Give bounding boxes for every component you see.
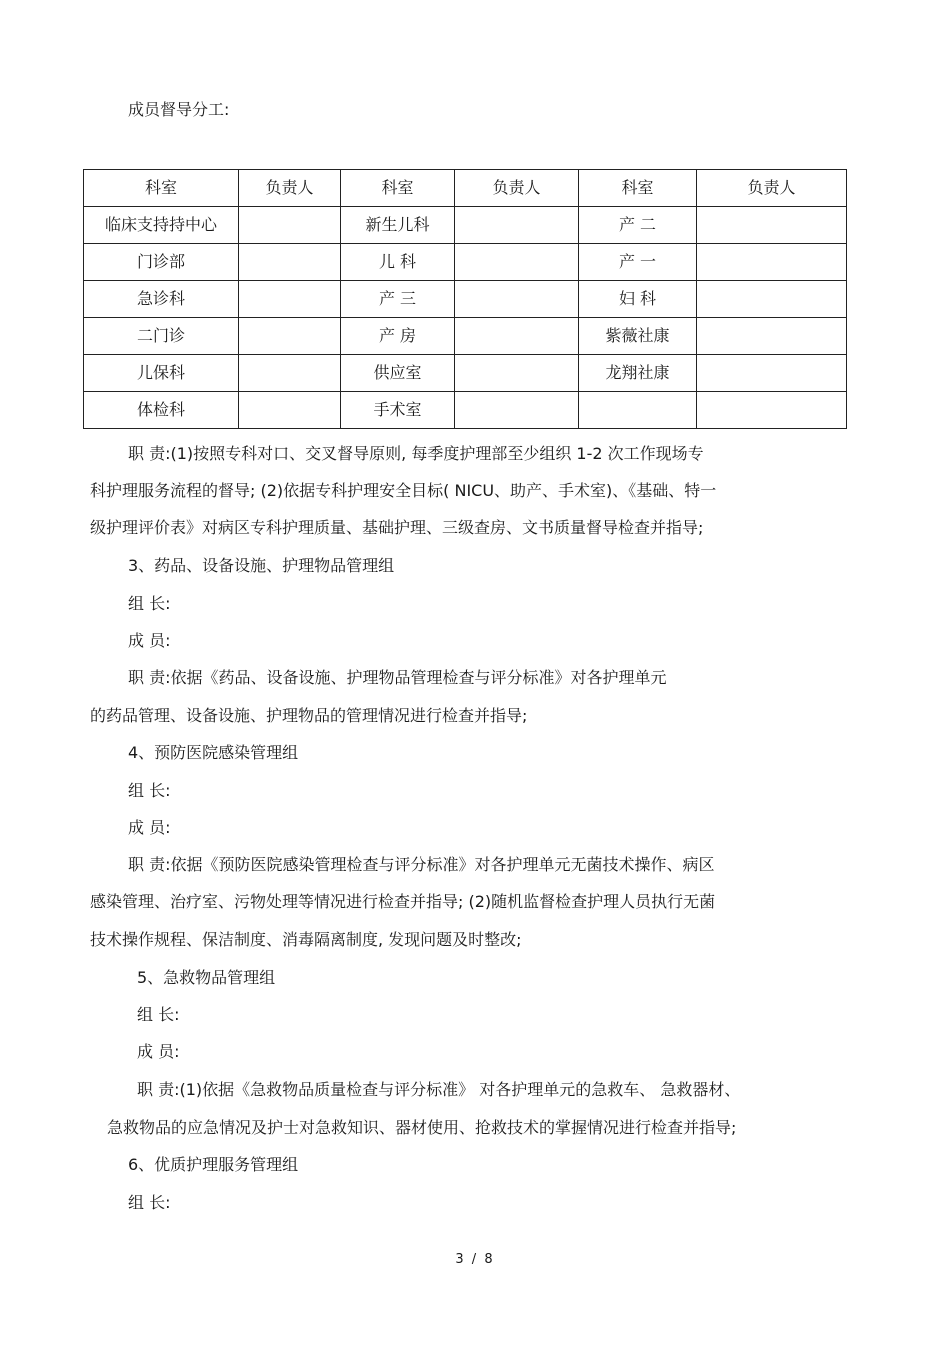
table-row (84, 244, 847, 281)
table-cell: 二门诊 (84, 318, 239, 355)
table-cell: 产 三 (341, 281, 455, 318)
table-cell: 龙翔社康 (579, 355, 697, 392)
members-label: 成 员: (137, 1042, 180, 1061)
section-title: 4、预防医院感染管理组 (128, 743, 299, 762)
supervision-table (83, 169, 847, 429)
table-cell (455, 281, 579, 318)
duty-paragraph-line: 级护理评价表》对病区专科护理质量、基础护理、三级查房、文书质量督导检查并指导; (90, 518, 704, 537)
table-cell: 急诊科 (84, 281, 239, 318)
table-cell (239, 244, 341, 281)
leader-label: 组 长: (128, 594, 171, 613)
table-row (84, 392, 847, 429)
section-heading: 成员督导分工: (128, 100, 230, 119)
table-cell: 产 一 (579, 244, 697, 281)
header-cell: 负责人 (239, 170, 341, 207)
leader-label: 组 长: (128, 1193, 171, 1212)
table-row (84, 207, 847, 244)
table-cell (455, 244, 579, 281)
table-cell: 妇 科 (579, 281, 697, 318)
duty-paragraph-line: 职 责:(1)按照专科对口、交叉督导原则, 每季度护理部至少组织 1-2 次工作现场专 (128, 444, 704, 463)
table-cell (697, 318, 847, 355)
members-label: 成 员: (128, 818, 171, 837)
section-title: 3、药品、设备设施、护理物品管理组 (128, 556, 395, 575)
table-cell: 临床支持持中心 (84, 207, 239, 244)
table-cell (697, 281, 847, 318)
duty-paragraph-line: 感染管理、治疗室、污物处理等情况进行检查并指导; (2)随机监督检查护理人员执行无菌 (90, 892, 716, 911)
table-cell: 新生儿科 (341, 207, 455, 244)
leader-label: 组 长: (128, 781, 171, 800)
duty-paragraph-line: 科护理服务流程的督导; (2)依据专科护理安全目标( NICU、助产、手术室)、《基础、特一 (90, 481, 717, 500)
leader-label: 组 长: (137, 1005, 180, 1024)
table-cell (697, 207, 847, 244)
section-title: 5、急救物品管理组 (137, 968, 276, 987)
duty-paragraph-line: 职 责:依据《预防医院感染管理检查与评分标准》对各护理单元无菌技术操作、病区 (128, 855, 715, 874)
duty-paragraph-line: 急救物品的应急情况及护士对急救知识、器材使用、抢救技术的掌握情况进行检查并指导; (107, 1118, 737, 1137)
duty-paragraph-line: 职 责:依据《药品、设备设施、护理物品管理检查与评分标准》对各护理单元 (128, 668, 667, 687)
header-cell: 科室 (341, 170, 455, 207)
table-cell (239, 318, 341, 355)
table-cell: 门诊部 (84, 244, 239, 281)
table-cell (239, 355, 341, 392)
table-cell: 体检科 (84, 392, 239, 429)
table-cell (579, 392, 697, 429)
table-cell: 儿 科 (341, 244, 455, 281)
table-cell (455, 207, 579, 244)
table-cell (455, 355, 579, 392)
table-cell: 产 房 (341, 318, 455, 355)
table-cell (455, 318, 579, 355)
header-cell: 科室 (84, 170, 239, 207)
table-cell: 供应室 (341, 355, 455, 392)
page-number: 3 / 8 (455, 1252, 495, 1267)
table-cell (697, 355, 847, 392)
header-cell: 科室 (579, 170, 697, 207)
table-row (84, 318, 847, 355)
table-cell: 儿保科 (84, 355, 239, 392)
table-cell: 产 二 (579, 207, 697, 244)
table-cell (239, 281, 341, 318)
members-label: 成 员: (128, 631, 171, 650)
table-cell (239, 207, 341, 244)
table-cell (455, 392, 579, 429)
duty-paragraph-line: 职 责:(1)依据《急救物品质量检查与评分标准》 对各护理单元的急救车、 急救器材、 (137, 1080, 741, 1099)
table-cell (697, 392, 847, 429)
header-cell: 负责人 (697, 170, 847, 207)
table-row (84, 355, 847, 392)
section-title: 6、优质护理服务管理组 (128, 1155, 299, 1174)
header-cell: 负责人 (455, 170, 579, 207)
table-header-row (84, 170, 847, 207)
duty-paragraph-line: 的药品管理、设备设施、护理物品的管理情况进行检查并指导; (90, 706, 528, 725)
table-row (84, 281, 847, 318)
table-cell: 紫薇社康 (579, 318, 697, 355)
duty-paragraph-line: 技术操作规程、保洁制度、消毒隔离制度, 发现问题及时整改; (90, 930, 522, 949)
table-cell: 手术室 (341, 392, 455, 429)
table-cell (239, 392, 341, 429)
table-cell (697, 244, 847, 281)
